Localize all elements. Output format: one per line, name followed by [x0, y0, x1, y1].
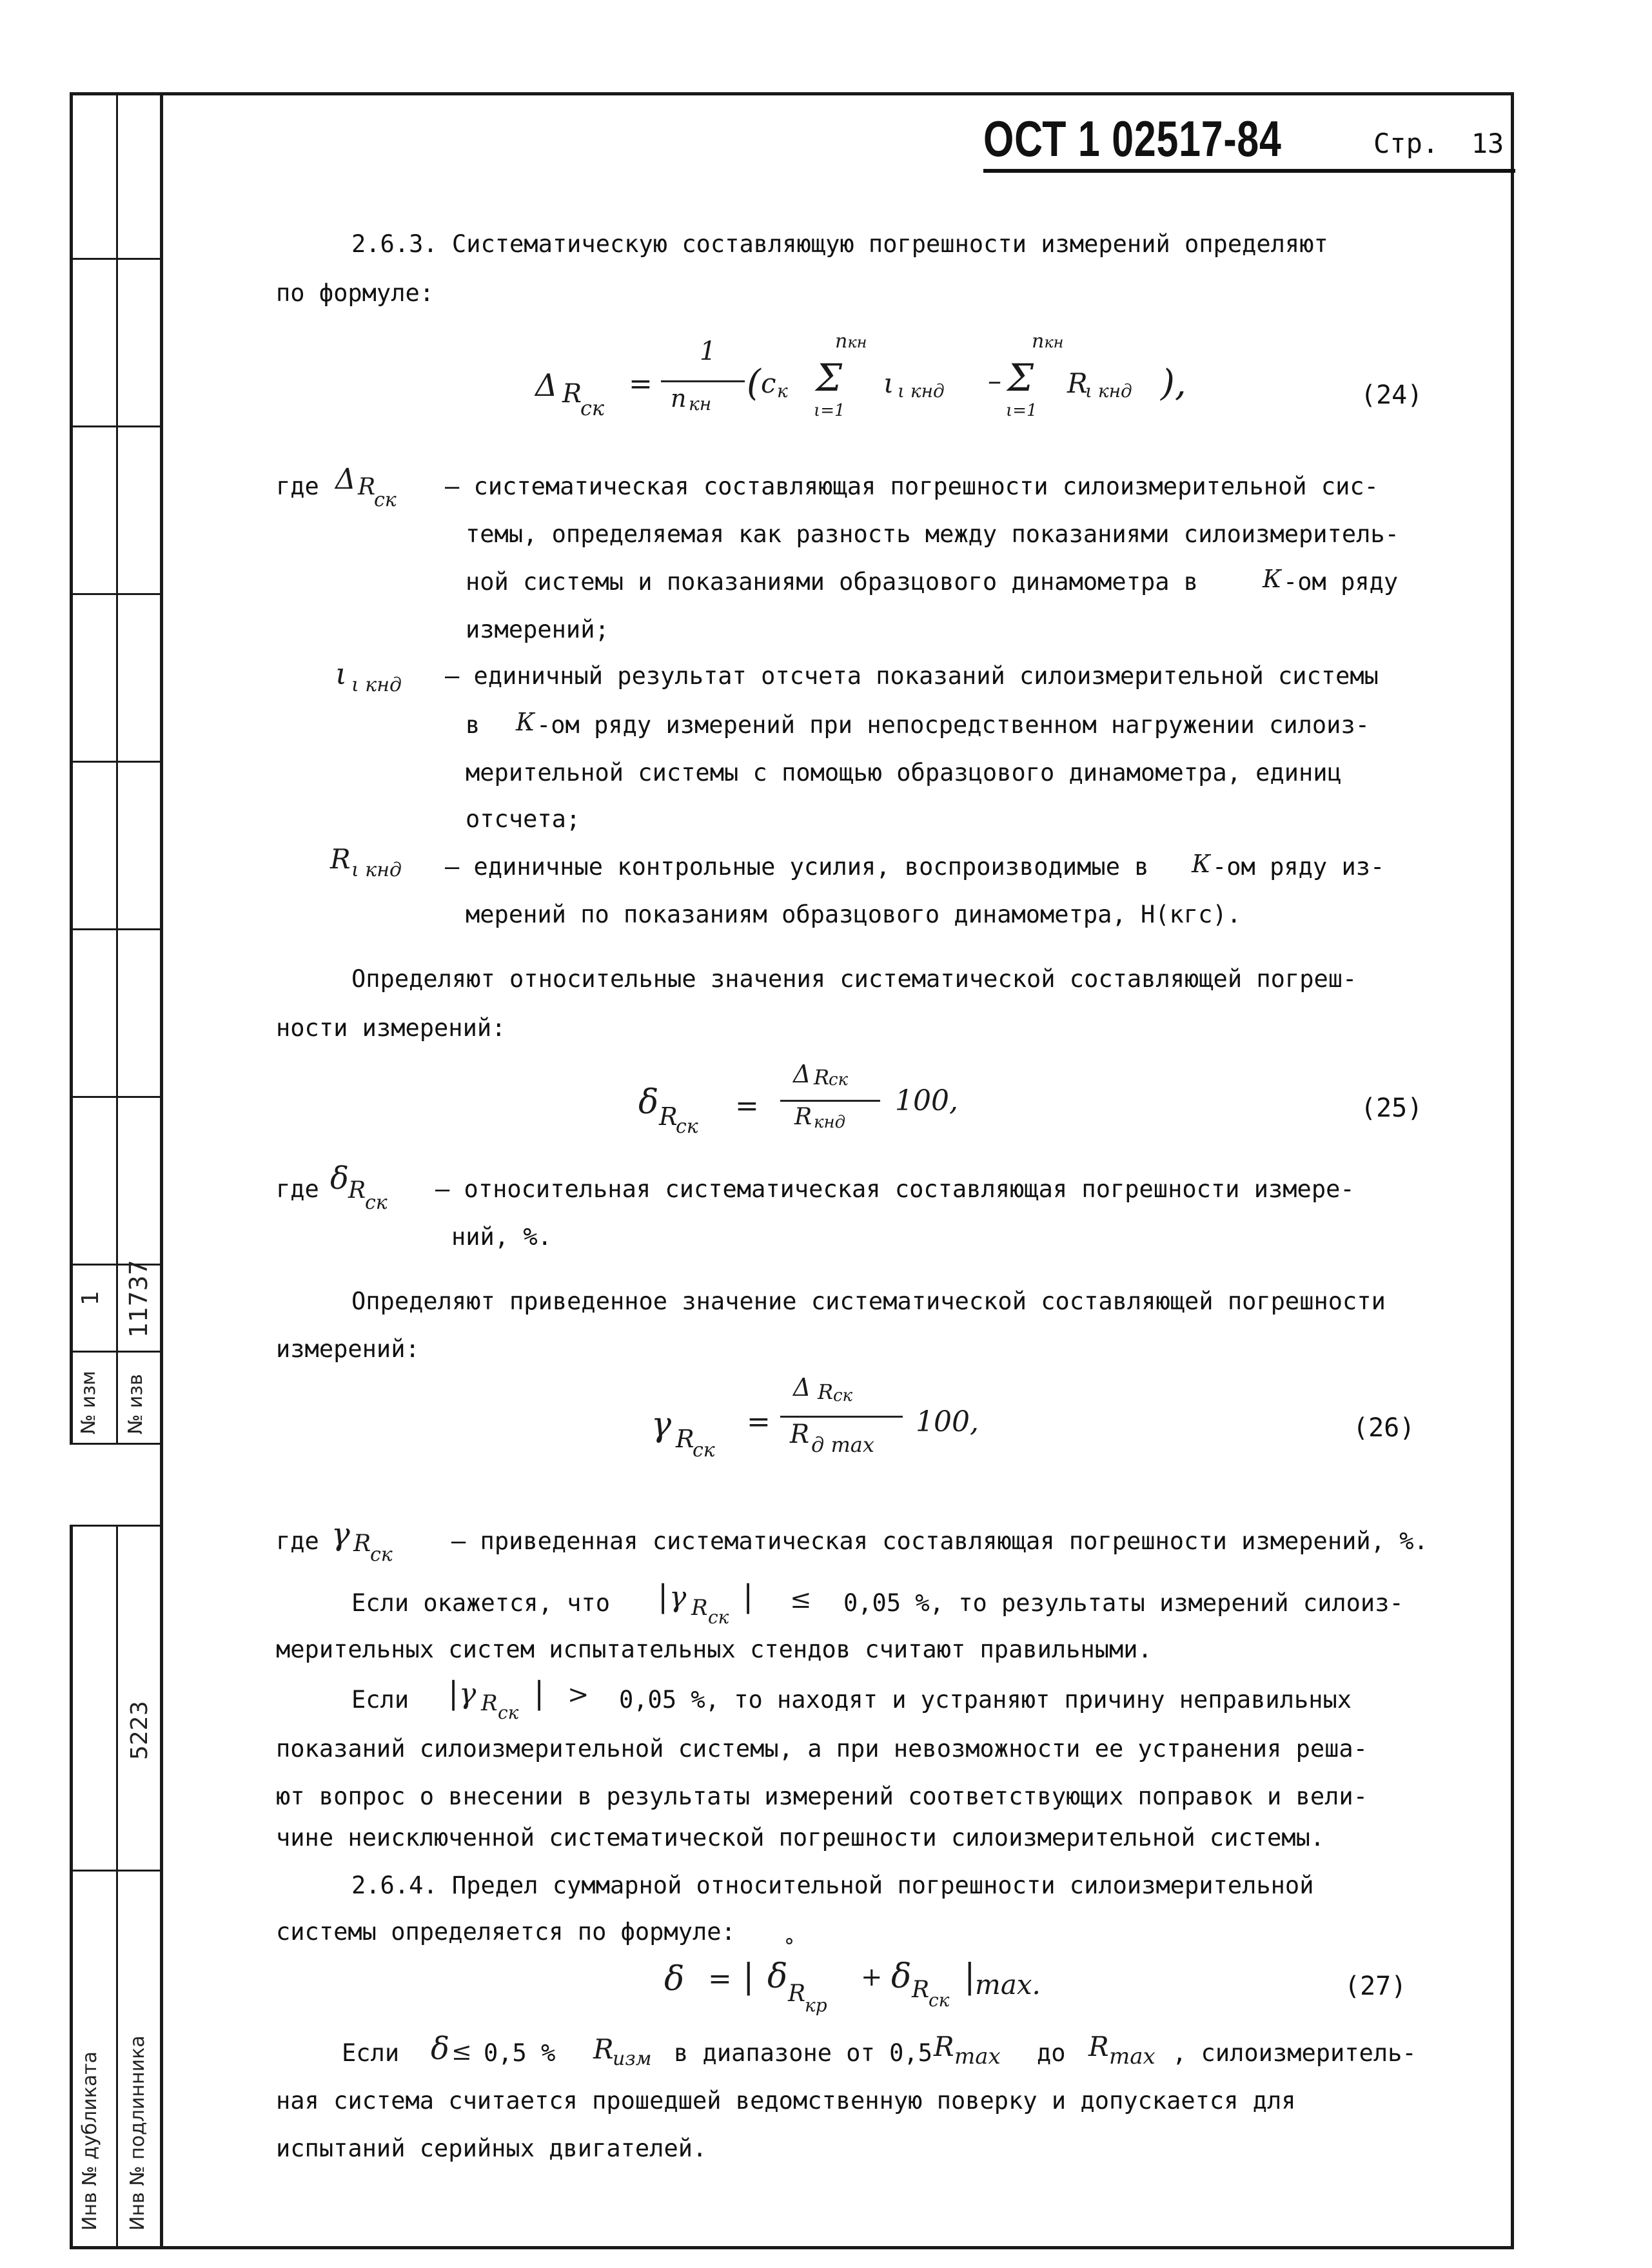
formula-symbol: R: [562, 379, 582, 409]
paragraph-line: измерений:: [276, 1335, 420, 1363]
paragraph-line: Если: [342, 2039, 400, 2067]
paragraph-line: Если окажется, что: [351, 1589, 610, 1617]
sum-upper-kn: кн: [1044, 333, 1064, 351]
paragraph-line: 0,05 %, то результаты измерений силоиз-: [843, 1589, 1404, 1617]
symbol-R: R: [593, 2033, 614, 2065]
formula-paren: (: [747, 362, 761, 404]
sum-upper-n: n: [1032, 330, 1045, 353]
gt-sign: >: [567, 1680, 589, 1710]
abs-bar: |: [448, 1675, 459, 1711]
formula-symbol: R: [788, 1980, 806, 2007]
formula-paren: ),: [1161, 362, 1186, 404]
sum-lower: ι=1: [1006, 401, 1037, 420]
paragraph-line: ная система считается прошедшей ведомственную поверку и допускается для: [276, 2087, 1296, 2115]
symbol-R: R: [934, 2031, 954, 2062]
gde-label: где: [276, 473, 319, 500]
definition-line: в: [466, 711, 480, 739]
formula-denominator: R: [790, 1420, 810, 1449]
symbol-R: R: [358, 474, 376, 500]
formula-subscript: ι кнд: [1085, 380, 1132, 402]
sum-upper-kn: кн: [847, 333, 867, 351]
stub-row-line: [70, 593, 163, 595]
fraction-bar: [780, 1100, 880, 1102]
formula-symbol: δ: [767, 1957, 788, 1996]
formula-symbol: R: [676, 1425, 694, 1453]
formula-subscript: кр: [805, 1995, 827, 2016]
definition-line: – единичный результат отсчета показаний силоизмерительной системы: [445, 662, 1379, 690]
formula-subscript: к: [777, 380, 788, 402]
formula-minus: –: [988, 365, 1001, 396]
formula-numerator: R: [818, 1380, 834, 1404]
symbol-subscript: ι кнд: [351, 674, 402, 696]
page-number: 13: [1471, 128, 1504, 159]
formula-numerator: R: [814, 1065, 830, 1090]
stub-row-line: [70, 258, 163, 260]
formula-subscript: д max: [811, 1432, 874, 1457]
symbol-subscript: ск: [498, 1702, 519, 1723]
paragraph-line: ности измерений:: [276, 1014, 506, 1042]
sum-sign: Σ: [1007, 356, 1034, 400]
formula-equals: =: [629, 367, 653, 400]
symbol-K: К: [1263, 565, 1282, 593]
stub-row-line: [70, 425, 163, 427]
paragraph-line: Если: [351, 1686, 409, 1714]
symbol-subscript: ι кнд: [351, 859, 402, 881]
fraction-bar: [780, 1416, 903, 1418]
stub-gap: [61, 1445, 81, 1525]
stub-row-line: [70, 1525, 163, 1527]
formula-plus: +: [861, 1962, 883, 1992]
formula-factor: 100,: [895, 1084, 958, 1117]
symbol-subscript: ск: [708, 1607, 729, 1628]
sum-upper: [835, 330, 867, 353]
fraction-bar: [661, 380, 745, 382]
symbol-gamma: γ: [669, 1581, 687, 1614]
definition-line: – приведенная систематическая составляющая погрешности измерений, %.: [451, 1527, 1428, 1555]
sum-upper: [1032, 330, 1063, 353]
text-area-border: [160, 92, 163, 2249]
sum-upper-n: n: [835, 330, 848, 353]
circle-mark: °: [784, 1934, 794, 1959]
gde-label: где: [276, 1527, 319, 1555]
formula-symbol: δ: [638, 1083, 659, 1122]
gde-label: где: [276, 1175, 319, 1203]
definition-line: измерений;: [466, 616, 609, 643]
formula-symbol: ι: [883, 367, 894, 399]
definition-line: мерительной системы с помощью образцового динамометра, единиц: [466, 759, 1342, 787]
paragraph-line: в диапазоне от 0,5: [674, 2039, 932, 2067]
duplicate-inventory-label: Инв № дубликата: [79, 2051, 101, 2231]
paragraph-line: Определяют приведенное значение систематической составляющей погрешности: [351, 1287, 1386, 1315]
paragraph-line: испытаний серийных двигателей.: [276, 2135, 707, 2162]
formula-equals: =: [735, 1090, 759, 1122]
symbol-subscript: ск: [370, 1543, 393, 1566]
formula-symbol: R: [1067, 367, 1088, 399]
formula-symbol: δ: [664, 1960, 685, 1999]
paragraph-line: системы определяется по формуле:: [276, 1918, 736, 1946]
paragraph-line: 0,05 %, то находят и устраняют причину неправильных: [619, 1686, 1352, 1714]
definition-line: – систематическая составляющая погрешности силоизмерительной сис-: [445, 473, 1379, 500]
formula-subscript: кнд: [814, 1113, 846, 1132]
stub-row-line: [70, 1443, 163, 1445]
formula-subscript: ск: [833, 1386, 853, 1405]
stub-row-line: [70, 1351, 163, 1353]
formula-subscript: ск: [829, 1070, 849, 1090]
formula-symbol: γ: [651, 1405, 672, 1444]
symbol-delta: δ: [431, 2031, 449, 2067]
header-underline: [983, 169, 1515, 173]
formula-denominator: n: [671, 384, 687, 413]
formula-symbol: R: [912, 1977, 930, 2003]
equation-number: (24): [1361, 380, 1423, 410]
abs-bar: |: [964, 1957, 976, 1996]
equation-number: (26): [1353, 1413, 1415, 1443]
symbol-delta: δ: [330, 1160, 349, 1197]
formula-subscript: ск: [580, 396, 605, 420]
symbol-K: К: [516, 708, 535, 736]
equation-number: (27): [1344, 1971, 1407, 2001]
formula-subscript: ск: [676, 1115, 698, 1138]
stub-row-line: [70, 1870, 163, 1872]
equation-number: (25): [1361, 1093, 1423, 1123]
formula-symbol: Δ: [535, 367, 558, 404]
page-label-text: Стр.: [1373, 128, 1439, 159]
definition-line: ний, %.: [451, 1223, 552, 1251]
symbol-l: ι: [335, 656, 348, 691]
symbol-R: R: [330, 843, 351, 875]
paragraph-line: 2.6.4. Предел суммарной относительной погрешности силоизмерительной: [351, 1872, 1314, 1899]
stub-row-line: [70, 761, 163, 763]
symbol-subscript: ск: [365, 1191, 388, 1214]
definition-line: – единичные контрольные усилия, воспроизводимые в: [445, 853, 1149, 881]
paragraph-line: 2.6.3. Систематическую составляющую погрешности измерений определяют: [351, 230, 1328, 258]
symbol-R: R: [481, 1690, 498, 1716]
definition-line: -ом ряду из-: [1212, 853, 1385, 881]
definition-line: темы, определяемая как разность между показаниями силоизмеритель-: [466, 520, 1399, 548]
symbol-subscript: изм: [613, 2048, 652, 2070]
formula-equals: =: [708, 1962, 732, 1995]
original-inventory-label: Инв № подлинника: [126, 2035, 149, 2231]
sum-lower: ι=1: [814, 401, 845, 420]
abs-bar: |: [743, 1957, 754, 1996]
symbol-subscript: max: [1109, 2044, 1155, 2069]
paragraph-line: мерительных систем испытательных стендов считают правильными.: [276, 1636, 1152, 1663]
symbol-delta: Δ: [335, 463, 356, 496]
formula-numerator: Δ: [793, 1373, 811, 1402]
definition-line: -ом ряду: [1283, 568, 1399, 596]
formula-equals: =: [747, 1405, 771, 1438]
formula-symbol: c: [761, 367, 776, 399]
abs-bar: |: [658, 1578, 669, 1614]
izm-value: 1: [77, 1291, 104, 1305]
stub-row-line: [70, 928, 163, 930]
paragraph-line: до: [1037, 2039, 1066, 2067]
stub-row-line: [70, 1096, 163, 1098]
document-code: ОСТ 1 02517-84: [983, 110, 1282, 167]
paragraph-line: чине неисключенной систематической погрешности силоизмерительной системы.: [276, 1824, 1325, 1852]
definition-line: ной системы и показаниями образцового динамометра в: [466, 568, 1199, 596]
le-sign: ≤: [790, 1585, 812, 1614]
formula-max: max.: [975, 1969, 1041, 2000]
symbol-gamma: γ: [331, 1516, 350, 1552]
izv-value: 11737: [124, 1260, 153, 1338]
formula-numerator: 1: [700, 337, 716, 366]
symbol-R: R: [691, 1595, 708, 1621]
definition-line: отсчета;: [466, 805, 581, 833]
formula-subscript: ск: [929, 1989, 950, 2011]
definition-line: мерений по показаниям образцового динамометра, Н(кгс).: [466, 901, 1241, 928]
formula-subscript: ск: [693, 1439, 715, 1461]
definition-line: – относительная систематическая составляющая погрешности измере-: [435, 1175, 1355, 1203]
stub-column-divider: [116, 1525, 118, 2249]
formula-numerator: Δ: [793, 1060, 811, 1088]
paragraph-line: Определяют относительные значения систематической составляющей погреш-: [351, 965, 1357, 993]
paragraph-line: 0,5 %: [484, 2039, 556, 2067]
symbol-R: R: [348, 1177, 366, 1204]
stub-column-divider: [116, 92, 118, 1445]
symbol-subscript: max: [954, 2044, 1001, 2069]
formula-subscript: кн: [689, 393, 712, 415]
symbol-R: R: [353, 1530, 371, 1557]
paragraph-line: по формуле:: [276, 279, 435, 307]
formula-factor: 100,: [916, 1405, 979, 1438]
paragraph-line: ют вопрос о внесении в результаты измерений соответствующих поправок и вели-: [276, 1783, 1368, 1810]
paragraph-line: , силоизмеритель-: [1172, 2039, 1417, 2067]
page-label: [1373, 128, 1504, 159]
le-sign: ≤: [451, 2037, 472, 2066]
formula-symbol: δ: [891, 1957, 912, 1996]
symbol-R: R: [1088, 2031, 1109, 2062]
original-inventory-value: 5223: [126, 1701, 153, 1760]
symbol-gamma: γ: [459, 1677, 477, 1710]
formula-subscript: ι кнд: [898, 380, 945, 402]
symbol-K: К: [1192, 850, 1211, 878]
symbol-subscript: ск: [374, 489, 397, 511]
abs-bar: |: [534, 1675, 545, 1711]
definition-line: -ом ряду измерений при непосредственном нагружении силоиз-: [536, 711, 1370, 739]
izm-label: № изм: [77, 1371, 100, 1434]
sum-sign: Σ: [816, 356, 843, 400]
paragraph-line: показаний силоизмерительной системы, а при невозможности ее устранения реша-: [276, 1735, 1368, 1763]
izv-label: № изв: [124, 1374, 147, 1434]
formula-symbol: R: [659, 1102, 678, 1131]
abs-bar: |: [743, 1578, 754, 1614]
formula-denominator: R: [794, 1104, 812, 1130]
